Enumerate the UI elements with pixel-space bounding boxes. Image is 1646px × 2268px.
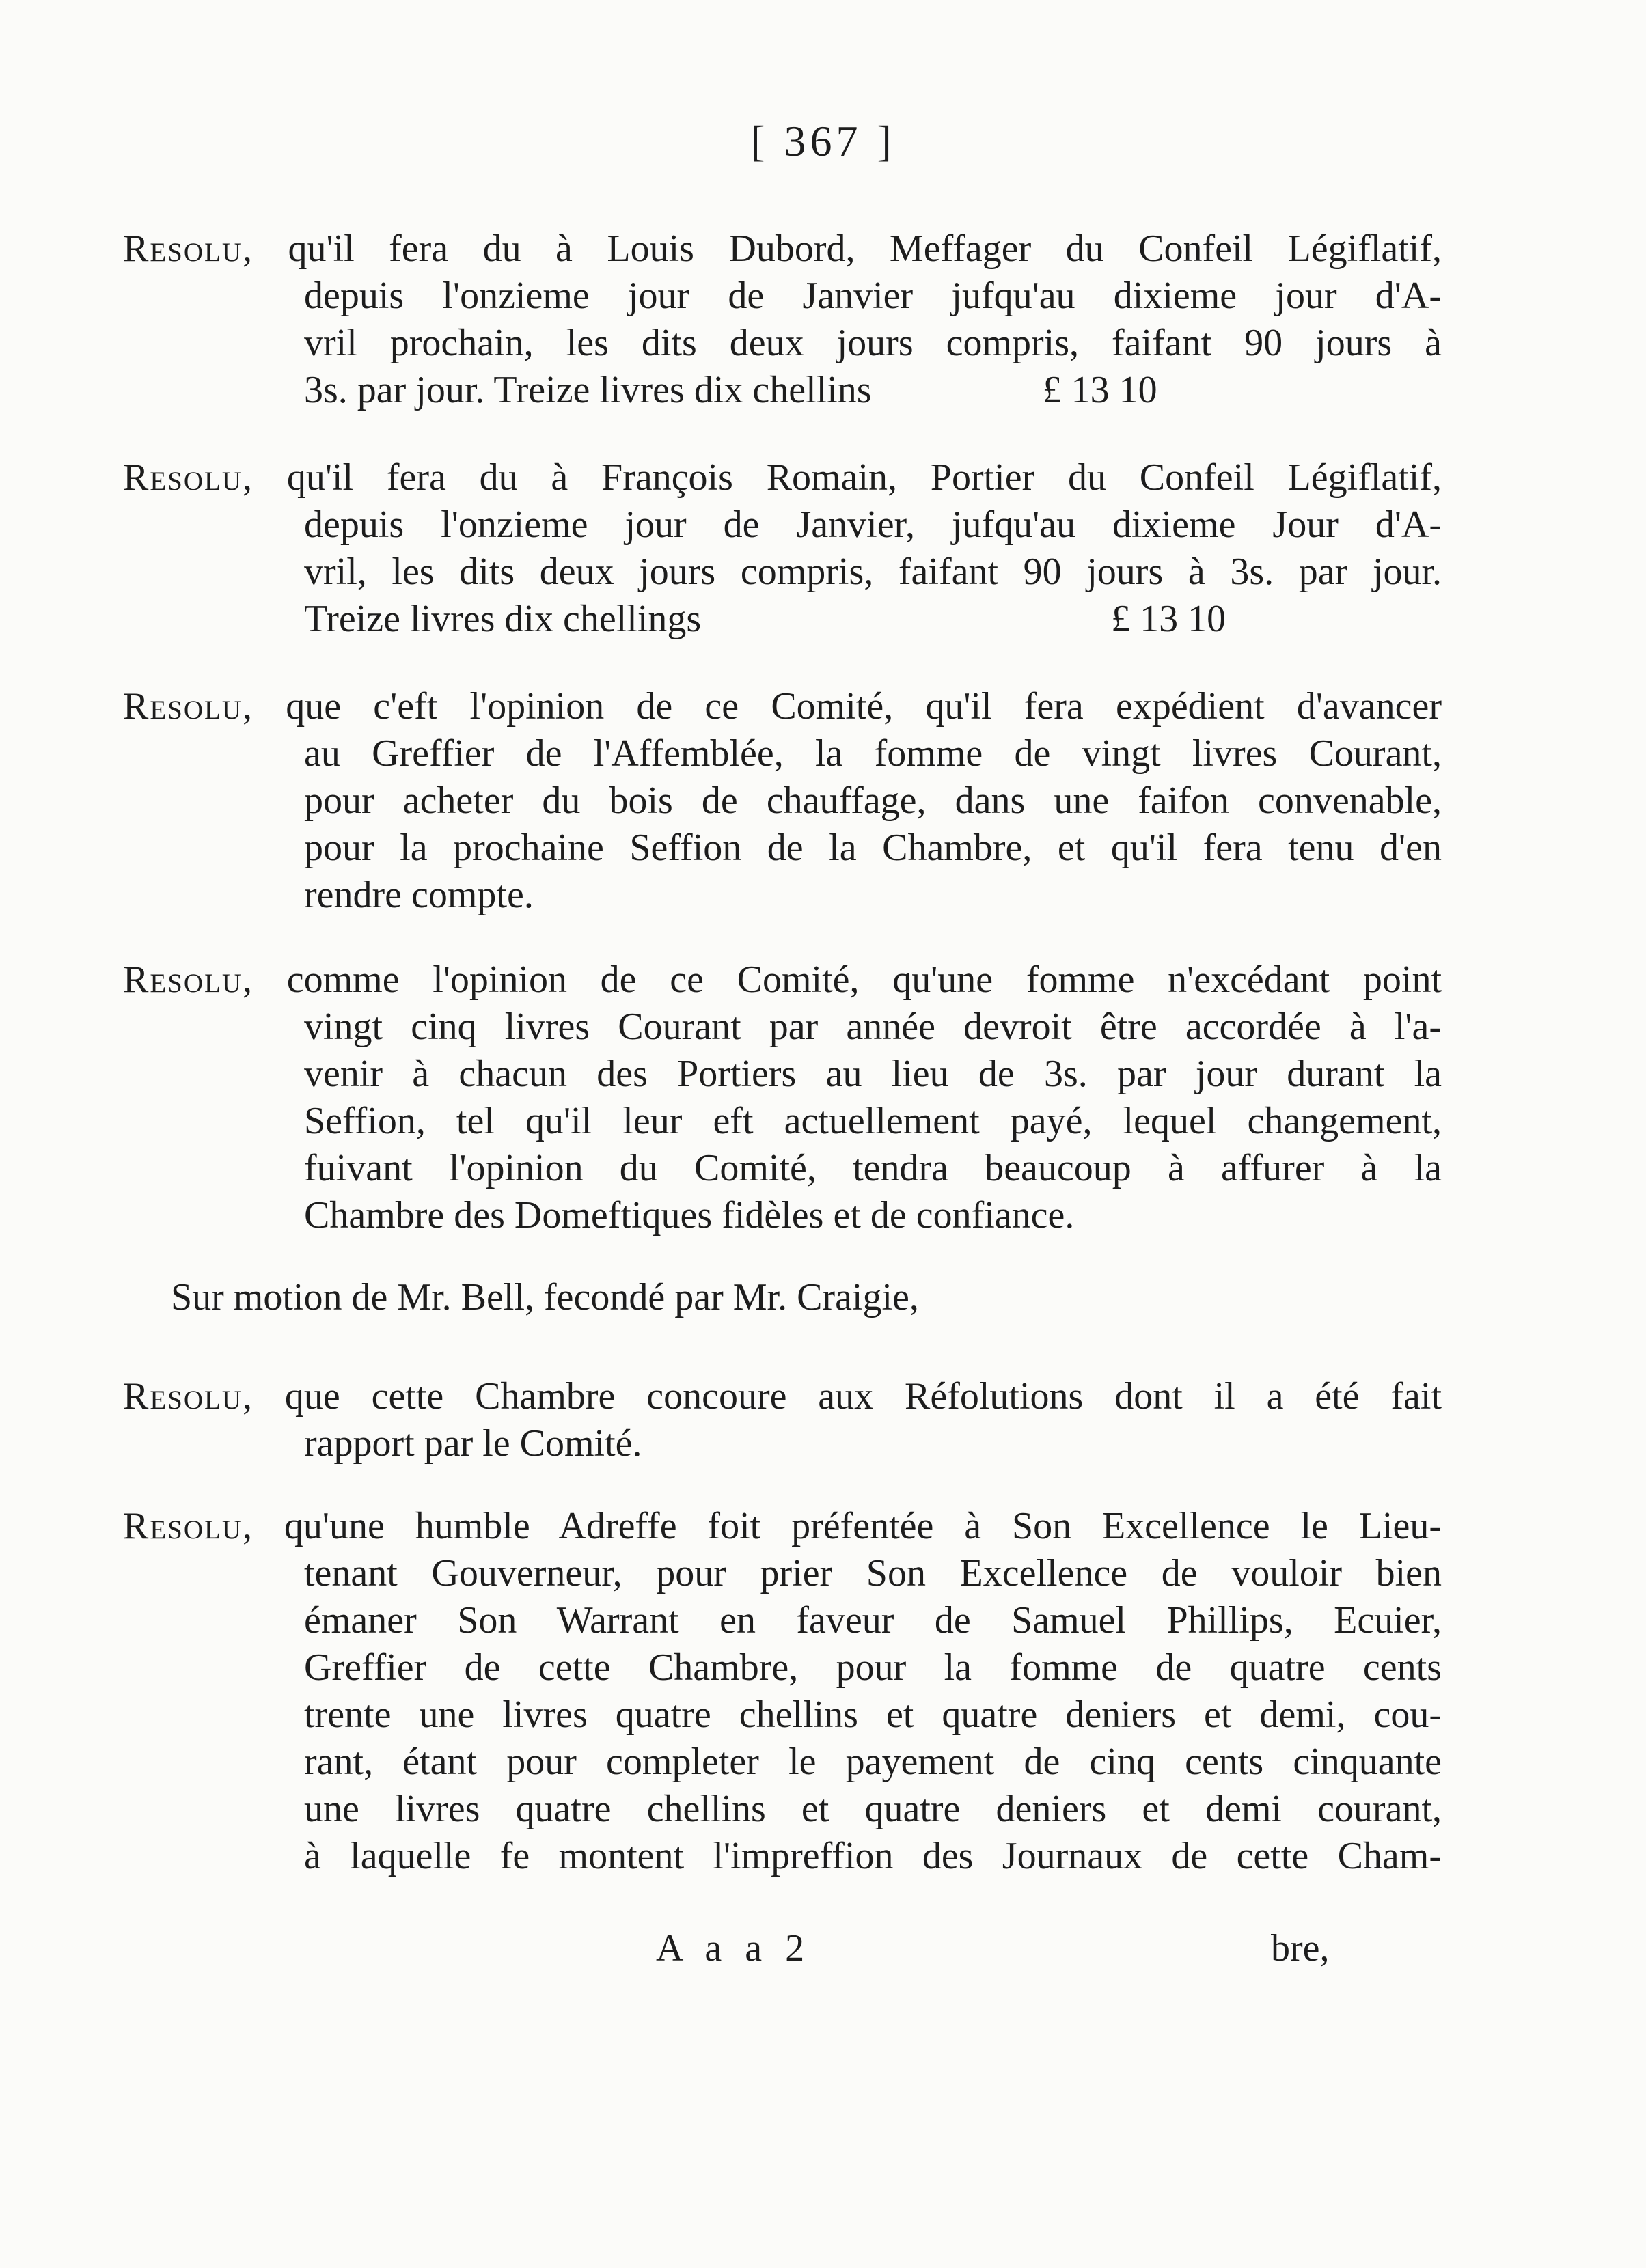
amount: £ 13 10 (1042, 369, 1157, 411)
resolution-line: à laquelle fe montent l'impreffion des Journaux de cette Cham- (304, 1835, 1442, 1877)
resolution-entry (123, 454, 1442, 643)
resolution-line: pour la prochaine Seffion de la Chambre, et qu'il fera tenu d'en (304, 827, 1442, 869)
resolution-line: que cette Chambre concoure aux Réfolutions dont il a été fait (284, 1375, 1442, 1418)
resolution-entry (123, 1503, 1442, 1880)
resolution-line: rapport par le Comité. (304, 1422, 642, 1465)
resolution-line: émaner Son Warrant en faveur de Samuel Phillips, Ecuier, (304, 1599, 1442, 1642)
resolution-line: depuis l'onzieme jour de Janvier, jufqu'au dixieme Jour d'A- (304, 503, 1442, 546)
resolution-label: Resolu, (123, 227, 254, 270)
resolution-line: vril, les dits deux jours compris, faifant 90 jours à 3s. par jour. (304, 551, 1442, 593)
resolution-line: Chambre des Domeftiques fidèles et de confiance. (304, 1194, 1075, 1236)
resolution-entry (123, 956, 1442, 1239)
page-number: [ 367 ] (750, 117, 896, 165)
resolution-line: vril prochain, les dits deux jours compris, faifant 90 jours à (304, 322, 1442, 364)
resolution-entry (123, 683, 1442, 919)
resolution-line: 3s. par jour. Treize livres dix chellins (304, 369, 872, 411)
resolution-line: vingt cinq livres Courant par année devroit être accordée à l'a- (304, 1006, 1442, 1048)
resolution-line: depuis l'onzieme jour de Janvier jufqu'au dixieme jour d'A- (304, 275, 1442, 317)
resolution-line: Greffier de cette Chambre, pour la fomme de quatre cents (304, 1646, 1442, 1689)
resolution-label: Resolu, (123, 685, 254, 728)
resolution-line: venir à chacun des Portiers au lieu de 3s. par jour durant la (304, 1053, 1442, 1095)
resolution-label: Resolu, (123, 456, 254, 499)
resolution-entry (123, 225, 1442, 414)
catchword: bre, (1271, 1927, 1330, 1969)
resolution-line: qu'il fera du à Louis Dubord, Meffager du Confeil Légiflatif, (288, 227, 1442, 270)
resolution-line: tenant Gouverneur, pour prier Son Excellence de vouloir bien (304, 1552, 1442, 1594)
resolution-line: qu'une humble Adreffe foit préfentée à Son Excellence le Lieu- (284, 1505, 1442, 1547)
resolution-entry (123, 1373, 1442, 1467)
resolution-line: une livres quatre chellins et quatre deniers et demi courant, (304, 1788, 1442, 1830)
resolution-line: au Greffier de l'Affemblée, la fomme de vingt livres Courant, (304, 732, 1442, 775)
resolution-label: Resolu, (123, 958, 254, 1001)
motion-line: Sur motion de Mr. Bell, fecondé par Mr. Craigie, (171, 1276, 919, 1318)
resolution-line: fuivant l'opinion du Comité, tendra beaucoup à affurer à la (304, 1147, 1442, 1189)
resolution-label: Resolu, (123, 1375, 254, 1418)
signature-mark: A a a 2 (656, 1927, 812, 1969)
resolution-line: pour acheter du bois de chauffage, dans une faifon convenable, (304, 779, 1442, 822)
resolution-line: rant, étant pour completer le payement de cinq cents cinquante (304, 1741, 1442, 1783)
resolution-line: qu'il fera du à François Romain, Portier du Confeil Légiflatif, (286, 456, 1442, 499)
amount: £ 13 10 (1111, 598, 1226, 640)
resolution-label: Resolu, (123, 1505, 254, 1547)
resolution-line: que c'eft l'opinion de ce Comité, qu'il fera expédient d'avancer (286, 685, 1442, 728)
resolution-line: Treize livres dix chellings (304, 598, 702, 640)
resolution-line: Seffion, tel qu'il leur eft actuellement payé, lequel changement, (304, 1100, 1442, 1142)
resolution-line: comme l'opinion de ce Comité, qu'une fomme n'excédant point (286, 958, 1442, 1001)
resolution-line: rendre compte. (304, 874, 534, 916)
resolution-line: trente une livres quatre chellins et quatre deniers et demi, cou- (304, 1693, 1442, 1736)
